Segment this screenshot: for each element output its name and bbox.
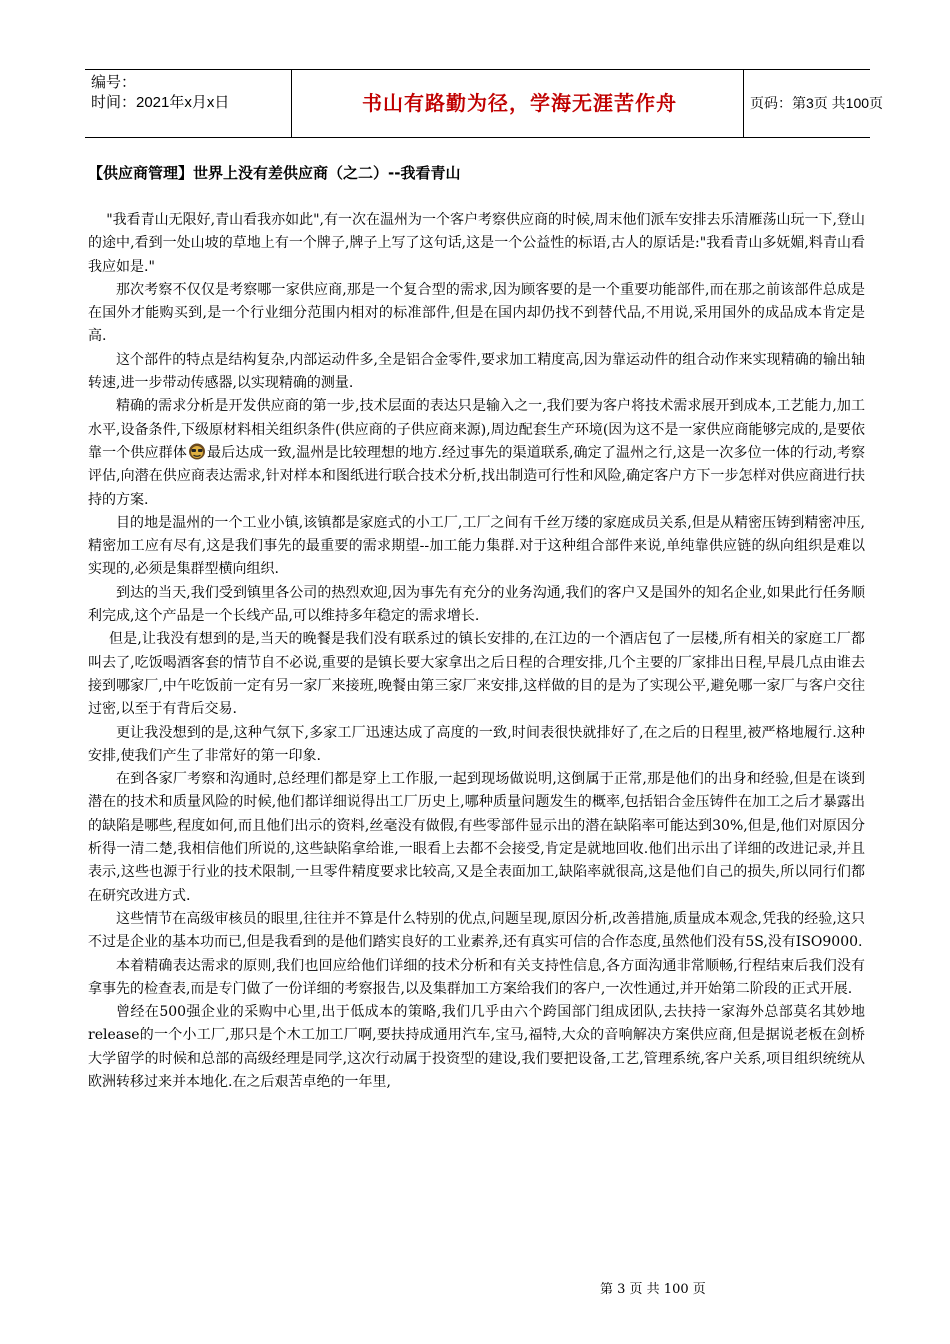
paragraph: 目的地是温州的一个工业小镇,该镇都是家庭式的小工厂,工厂之间有千丝万缕的家庭成员关系,但是从精密压铸到精密冲压,精密加工应有尽有,这是我们事先的最重要的需求期望--加工能力集群.对于这种组合部件来说,单纯靠供应链的纵向组织是难以实现的,必须是集群型横向组织. xyxy=(88,514,865,578)
paragraph: 那次考察不仅仅是考察哪一家供应商,那是一个复合型的需求,因为顾客要的是一个重要功能部件,而在那之前该部件总成是在国外才能购买到,是一个行业细分范围内相对的标准部件,但是在国内却仍找不到替代品,不用说,采用国外的成品成本肯定是高. xyxy=(88,281,865,345)
paragraph: 但是,让我没有想到的是,当天的晚餐是我们没有联系过的镇长安排的,在江边的一个酒店包了一层楼,所有相关的家庭工厂都叫去了,吃饭喝酒客套的情节自不必说,重要的是镇长要大家拿出之后日程的合理安排,几个主要的厂家排出日程,早晨几点由谁去接到哪家厂,中午吃饭前一定有另一家厂来接班,晚餐由第三家厂来安排,这样做的目的是为了实现公平,避免哪一家厂与客户交往过密,以至于有背后交易. xyxy=(88,631,865,718)
header-divider xyxy=(743,70,744,137)
document-body xyxy=(88,209,865,1094)
paragraph: 这些情节在高级审核员的眼里,往往并不算是什么特别的优点,问题呈现,原因分析,改善措施,质量成本观念,凭我的经验,这只不过是企业的基本功而已,但是我看到的是他们踏实良好的工业素养,还有真实可信的合作态度,虽然他们没有5S,没有ISO9000. xyxy=(88,910,865,951)
paragraph: 曾经在500强企业的采购中心里,出于低成本的策略,我们几乎由六个跨国部门组成团队,去扶持一家海外总部莫名其妙地release的一个小工厂,那只是个木工加工厂啊,要扶持成通用汽车,宝马,福特,大众的音响解决方案供应商,但是据说老板在剑桥大学留学的时候和总部的高级经理是同学,这次行动属于投资型的建设,我们要把设备,工艺,管理系统,客户关系,项目组织统统从欧洲转移过来并本地化.在之后艰苦卓绝的一年里, xyxy=(88,1004,865,1090)
paragraph: 到达的当天,我们受到镇里各公司的热烈欢迎,因为事先有充分的业务沟通,我们的客户又是国外的知名企业,如果此行任务顺利完成,这个产品是一个长线产品,可以维持多年稳定的需求增长. xyxy=(88,584,865,625)
paragraph: 这个部件的特点是结构复杂,内部运动件多,全是铝合金零件,要求加工精度高,因为靠运动件的组合动作来实现精确的输出轴转速,进一步带动传感器,以实现精确的测量. xyxy=(88,351,865,392)
paragraph: 在到各家厂考察和沟通时,总经理们都是穿上工作服,一起到现场做说明,这倒属于正常,那是他们的出身和经验,但是在谈到潜在的技术和质量风险的时候,他们都详细说得出工厂历史上,哪种质量问题发生的概率,包括铝合金压铸件在加工之后才暴露出的缺陷是哪些,程度如何,而且他们出示的资料,丝毫没有做假,有些零部件显示出的潜在缺陷率可能达到30%,但是,他们对原因分析得一清二楚,我相信他们所说的,这些缺陷拿给谁,一眼看上去都不会接受,肯定是就地回收.他们出示出了详细的改进记录,并且表示,这些也源于行业的技术限制,一旦零件精度要求比较高,又是全表面加工,缺陷率就很高,这是他们自己的损失,所以同行们都在研究改进方式. xyxy=(88,771,865,904)
page-footer: 第 3 页 共 100 页 xyxy=(600,1282,706,1297)
paragraph: "我看青山无限好,青山看我亦如此",有一次在温州为一个客户考察供应商的时候,周末他们派车安排去乐清雁荡山玩一下,登山的途中,看到一处山坡的草地上有一个牌子,牌子上写了这句话,这是一个公益性的标语,古人的原话是:"我看青山多妩媚,料青山看我应如是." xyxy=(88,212,865,275)
emoticon-icon xyxy=(188,443,206,460)
header-divider xyxy=(291,70,292,137)
paragraph xyxy=(88,395,865,511)
paragraph: 本着精确表达需求的原则,我们也回应给他们详细的技术分析和有关支持性信息,各方面沟通非常顺畅,行程结束后我们没有拿事先的检查表,而是专门做了一份详细的考察报告,以及集群加工方案给我们的客户,一次性通过,并开始第二阶段的正式开展. xyxy=(88,957,865,997)
header-page-info: 页码：第3页 共100页 xyxy=(750,95,884,111)
document-date: 时间：2021年x月x日 xyxy=(91,94,230,111)
paragraph-text: 精确的需求分析是开发供应商的第一步,技术层面的表达只是输入之一,我们要为客户将技术需求展开到成本,工艺能力,加工水平,设备条件,下级原材料相关组织条件(供应商的子供应商来源),周边配套生产环境(因为这不是一家供应商能够完成的,是要依靠一个供应群体 xyxy=(88,398,865,461)
header-motto: 书山有路勤为径，学海无涯苦作舟 xyxy=(362,91,677,115)
paragraph: 更让我没想到的是,这种气氛下,多家工厂迅速达成了高度的一致,时间表很快就排好了,在之后的日程里,被严格地履行.这种安排,使我们产生了非常好的第一印象. xyxy=(88,724,865,764)
page-header xyxy=(85,69,884,138)
paragraph-text: 最后达成一致,温州是比较理想的地方.经过事先的渠道联系,确定了温州之行,这是一次多位一体的行动,考察评估,向潜在供应商表达需求,针对样本和图纸进行联合技术分析,找出制造可行性和风险,确定客户方下一步怎样对供应商进行扶持的方案. xyxy=(88,444,866,508)
document-number-label: 编号： xyxy=(91,74,137,91)
document-title: 【供应商管理】世界上没有差供应商（之二）--我看青山 xyxy=(88,164,461,182)
header-meta xyxy=(91,73,291,113)
